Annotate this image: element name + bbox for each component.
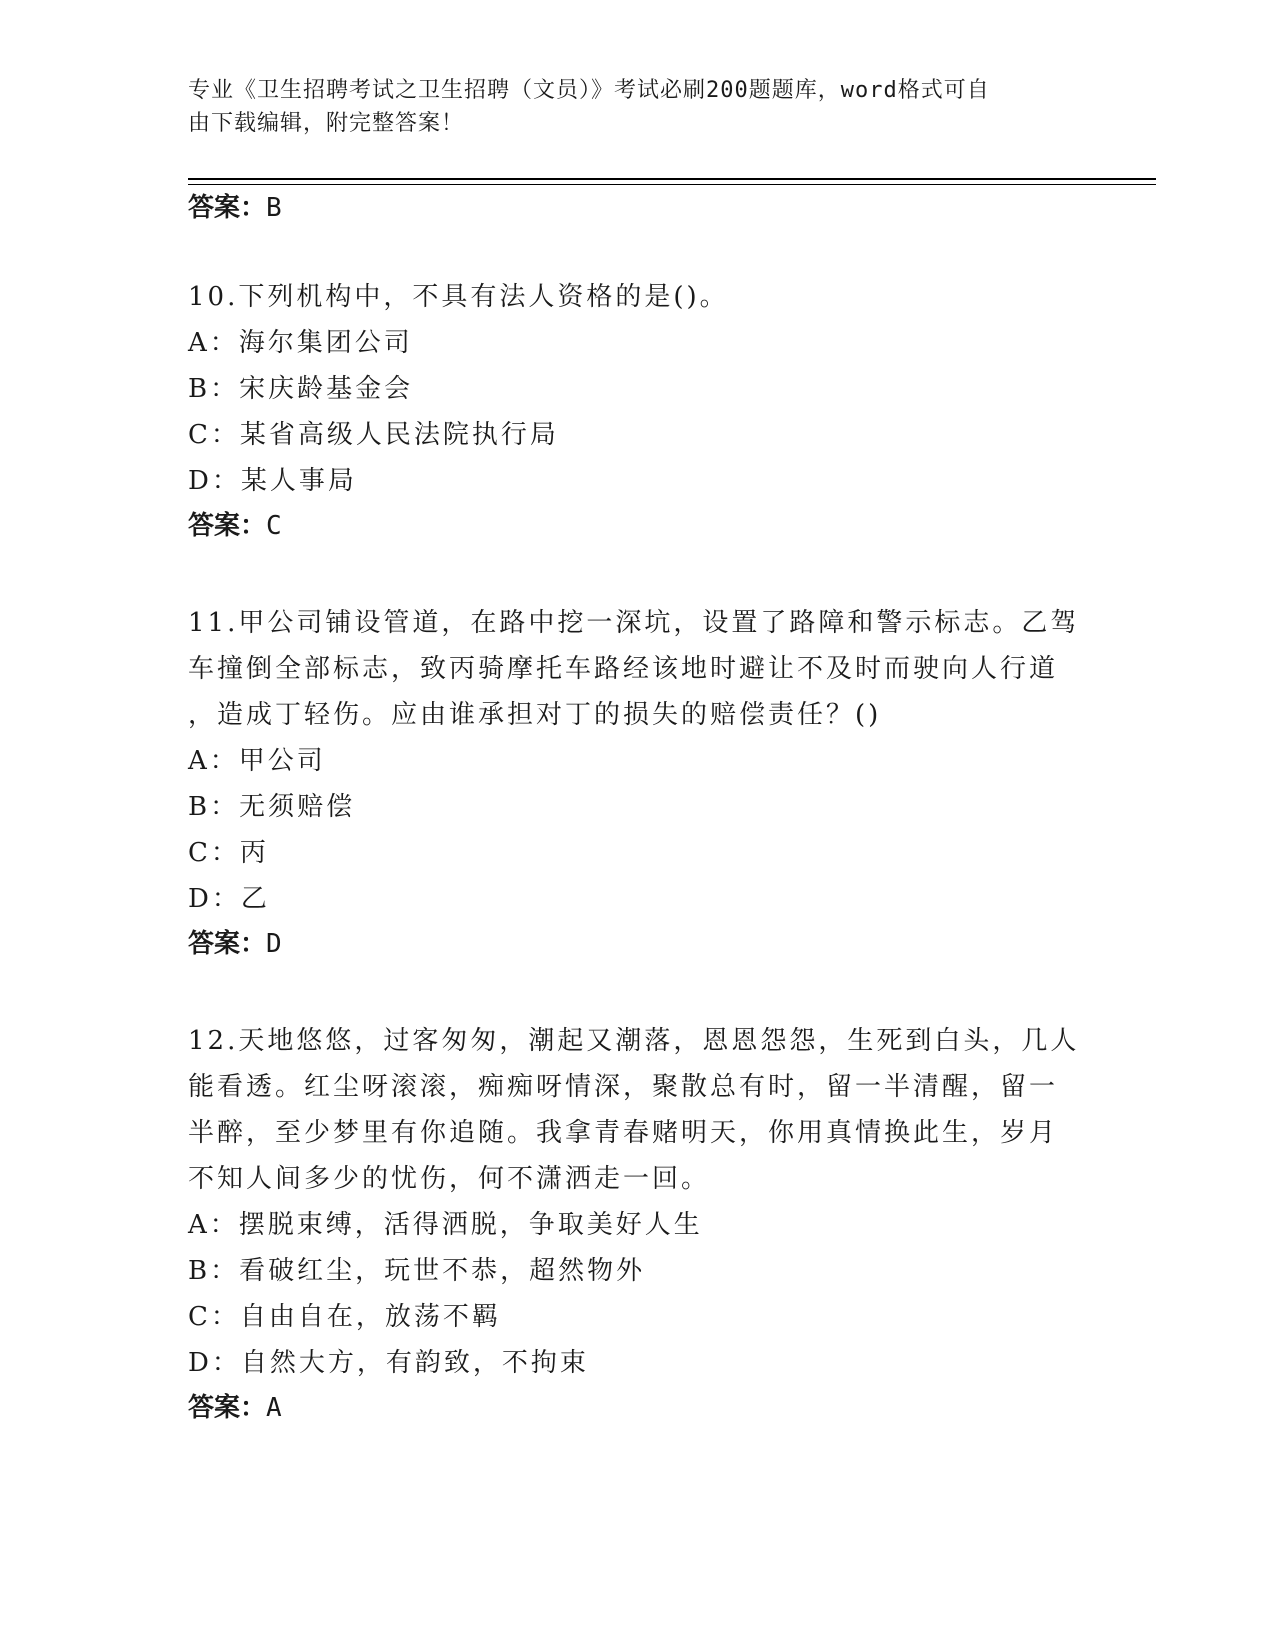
- option-d: D：乙: [188, 884, 270, 914]
- question-block-10: [188, 274, 1088, 548]
- option-d: D：自然大方，有韵致，不拘束: [188, 1348, 589, 1378]
- option-c: C：某省高级人民法院执行局: [188, 420, 559, 450]
- question-block-11: [188, 600, 1088, 966]
- option-a: A：甲公司: [188, 746, 326, 776]
- option-d: D：某人事局: [188, 466, 357, 496]
- document-header: [188, 74, 1068, 140]
- option-b: B：看破红尘，玩世不恭，超然物外: [188, 1256, 646, 1286]
- header-line-2: 由下载编辑，附完整答案！: [188, 111, 465, 136]
- header-divider-thin: [188, 184, 1156, 185]
- question-text-line-4: 不知人间多少的忧伤，何不潇洒走一回。: [188, 1164, 711, 1194]
- question-block-12: [188, 1018, 1088, 1430]
- question-text-line-1: 11.甲公司铺设管道，在路中挖一深坑，设置了路障和警示标志。乙驾: [188, 608, 1080, 638]
- question-text-line-3: 半醉，至少梦里有你追随。我拿青春赌明天，你用真情换此生，岁月: [188, 1118, 1059, 1148]
- option-b: B：宋庆龄基金会: [188, 374, 414, 404]
- option-a: A：海尔集团公司: [188, 328, 413, 358]
- question-text: 10.下列机构中，不具有法人资格的是()。: [188, 282, 729, 312]
- answer-line: 答案：A: [188, 1393, 282, 1423]
- question-text-line-2: 车撞倒全部标志，致丙骑摩托车路经该地时避让不及时而驶向人行道: [188, 654, 1059, 684]
- question-text-line-2: 能看透。红尘呀滚滚，痴痴呀情深，聚散总有时，留一半清醒，留一: [188, 1072, 1059, 1102]
- header-divider: [188, 178, 1156, 180]
- option-c: C：丙: [188, 838, 269, 868]
- header-line-1: 专业《卫生招聘考试之卫生招聘（文员）》考试必刷200题题库，word格式可自: [188, 78, 990, 103]
- option-c: C：自由自在，放荡不羁: [188, 1302, 501, 1332]
- document-content: [188, 186, 1088, 1430]
- option-a: A：摆脱束缚，活得洒脱，争取美好人生: [188, 1210, 703, 1240]
- answer-line: 答案：D: [188, 929, 282, 959]
- question-text-line-3: ，造成丁轻伤。应由谁承担对丁的损失的赔偿责任？(): [188, 700, 882, 730]
- answer-line: 答案：C: [188, 511, 282, 541]
- prev-answer: 答案：B: [188, 193, 282, 223]
- question-text-line-1: 12.天地悠悠，过客匆匆，潮起又潮落，恩恩怨怨，生死到白头，几人: [188, 1026, 1080, 1056]
- option-b: B：无须赔偿: [188, 792, 356, 822]
